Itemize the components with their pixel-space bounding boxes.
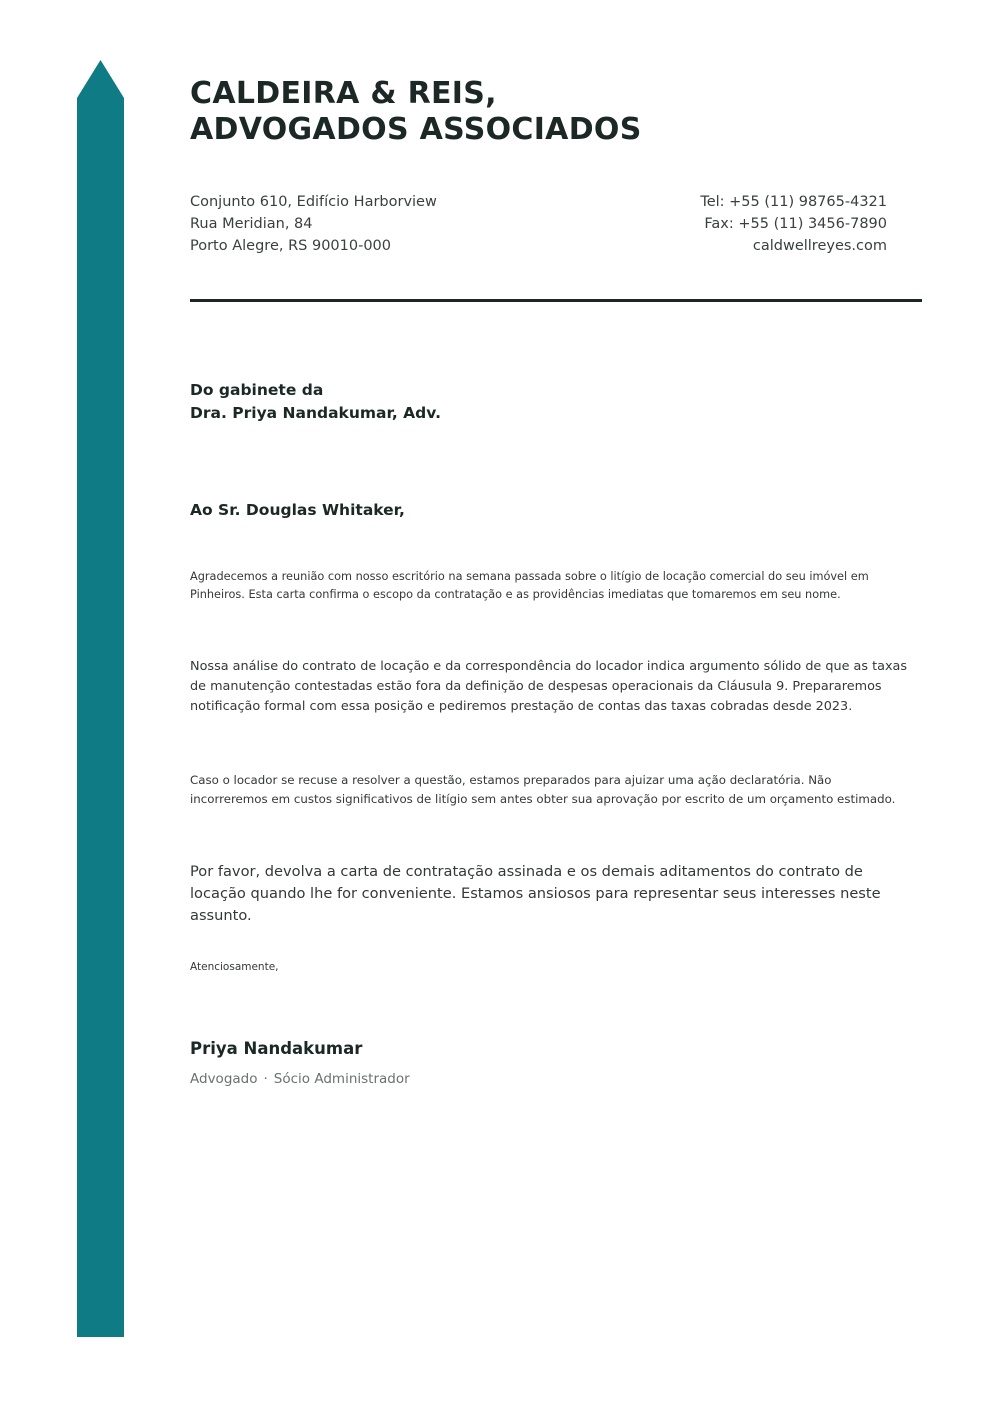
office-line1: Do gabinete da bbox=[190, 381, 324, 399]
phone-number: Tel: +55 (11) 98765-4321 bbox=[700, 194, 887, 210]
letter-paragraph-3: Caso o locador se recuse a resolver a questão, estamos preparados para ajuizar uma ação declaratória. Não incorreremos em custos significativos de litígio sem antes obter sua aprovação por escrito de um orçamento estimado. bbox=[190, 773, 896, 806]
salutation: Ao Sr. Douglas Whitaker, bbox=[190, 501, 405, 519]
decorative-arrow-bar bbox=[77, 60, 124, 1337]
signer-role-1: Advogado bbox=[190, 1071, 258, 1087]
firm-name-line2: ADVOGADOS ASSOCIADOS bbox=[190, 112, 642, 147]
office-of bbox=[190, 379, 441, 425]
website: caldwellreyes.com bbox=[752, 238, 887, 254]
firm-name-line1: CALDEIRA & REIS, bbox=[190, 76, 497, 111]
signer-role-2: Sócio Administrador bbox=[273, 1071, 410, 1087]
firm-address bbox=[190, 191, 437, 257]
letter-paragraph-1: Agradecemos a reunião com nosso escritório na semana passada sobre o litígio de locação comercial do seu imóvel em Pinheiros. Esta carta confirma o escopo da contratação e as providências imediatas que tomaremos em seu nome. bbox=[190, 570, 869, 601]
address-line2: Rua Meridian, 84 bbox=[190, 216, 313, 232]
office-line2: Dra. Priya Nandakumar, Adv. bbox=[190, 404, 441, 422]
fax-number: Fax: +55 (11) 3456-7890 bbox=[704, 216, 887, 232]
signer-title bbox=[190, 1069, 410, 1089]
address-line3: Porto Alegre, RS 90010-000 bbox=[190, 238, 392, 254]
address-line1: Conjunto 610, Edifício Harborview bbox=[190, 194, 437, 210]
role-separator: · bbox=[263, 1071, 268, 1087]
letter-paragraph-2: Nossa análise do contrato de locação e da correspondência do locador indica argumento sólido de que as taxas de manutenção contestadas estão fora da definição de despesas operacionais da Cláusula 9. Prepararemos notificação formal com essa posição e pediremos prestação de contas das taxas cobradas desde 2023. bbox=[190, 659, 908, 714]
header-divider bbox=[190, 299, 922, 302]
firm-contact bbox=[700, 191, 887, 257]
firm-name bbox=[190, 76, 642, 148]
signer-name: Priya Nandakumar bbox=[190, 1039, 363, 1058]
closing: Atenciosamente, bbox=[190, 961, 279, 973]
letter-paragraph-4: Por favor, devolva a carta de contratação assinada e os demais aditamentos do contrato de locação quando lhe for conveniente. Estamos ansiosos para representar seus interesses neste assunto. bbox=[190, 863, 881, 924]
